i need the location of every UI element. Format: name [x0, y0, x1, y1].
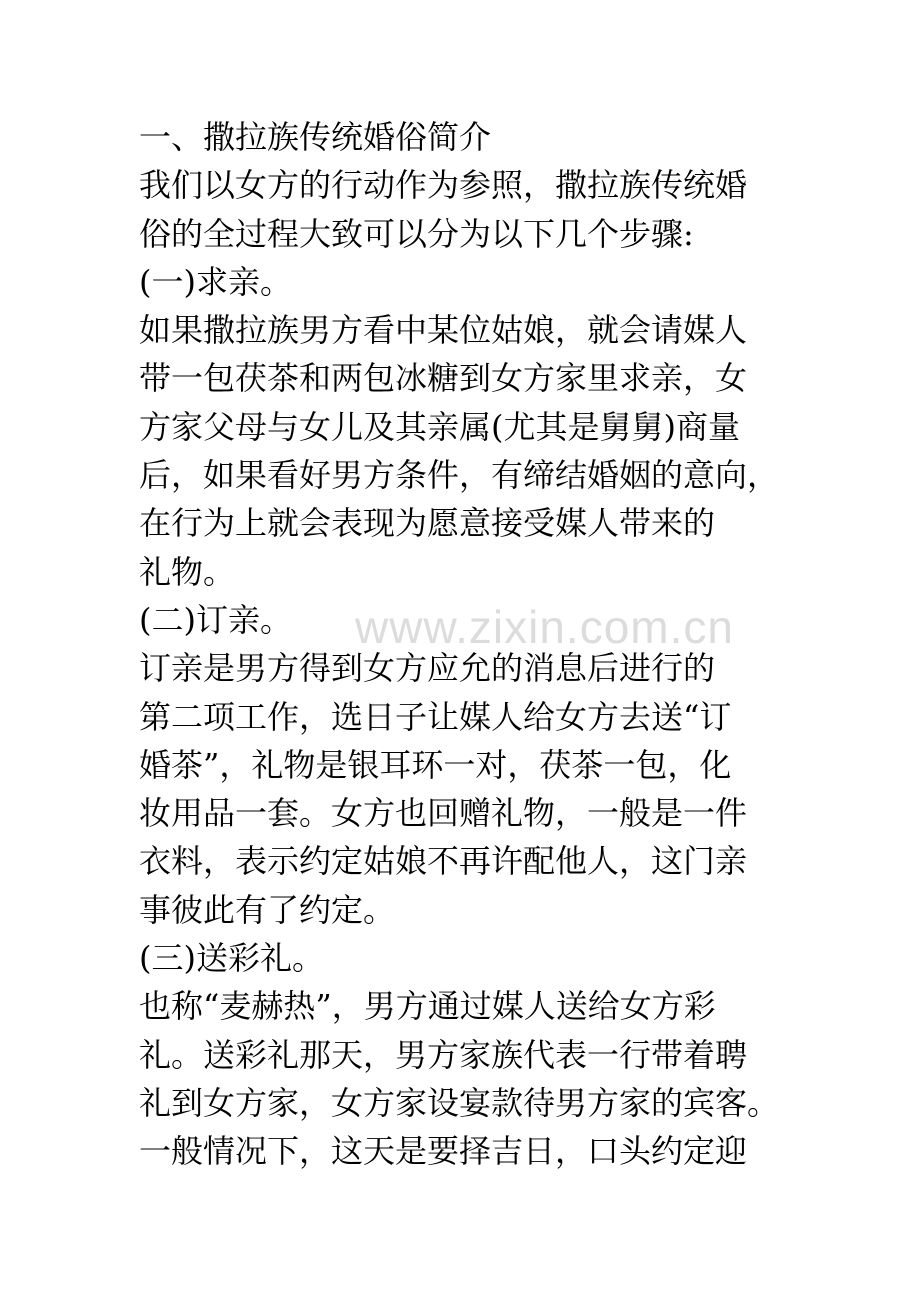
- paragraph-line: 婚茶”，礼物是银耳环一对，茯茶一包，化: [139, 745, 732, 784]
- paragraph-line: 礼。送彩礼那天，男方家族代表一行带着聘: [139, 1035, 748, 1074]
- watermark: www.zixin.com.cn: [355, 601, 734, 653]
- paragraph-line: 事彼此有了约定。: [139, 890, 396, 929]
- paragraph-line: 俗的全过程大致可以分为以下几个步骤:: [139, 214, 694, 253]
- paragraph-line: 一般情况下，这天是要择吉日，口头约定迎: [139, 1132, 748, 1171]
- paragraph-line: 我们以女方的行动作为参照，撒拉族传统婚: [139, 166, 748, 205]
- paragraph-line: 后，如果看好男方条件，有缔结婚姻的意向，: [139, 456, 780, 495]
- subsection-heading: (一)求亲。: [139, 262, 292, 301]
- paragraph-line: 带一包茯茶和两包冰糖到女方家里求亲，女: [139, 359, 748, 398]
- paragraph-line: 第二项工作，选日子让媒人给女方去送“订: [139, 697, 732, 736]
- subsection-heading: (二)订亲。: [139, 600, 292, 639]
- document-body: [139, 113, 789, 1176]
- paragraph-line: 如果撒拉族男方看中某位姑娘，就会请媒人: [139, 311, 748, 350]
- paragraph-line: 妆用品一套。女方也回赠礼物，一般是一件: [139, 794, 748, 833]
- subsection-heading: (三)送彩礼。: [139, 939, 324, 978]
- paragraph-line: 在行为上就会表现为愿意接受媒人带来的: [139, 504, 716, 543]
- paragraph-line: 方家父母与女儿及其亲属(尤其是舅舅)商量: [139, 407, 740, 446]
- paragraph-line: 衣料，表示约定姑娘不再许配他人，这门亲: [139, 842, 748, 881]
- section-heading: 一、撒拉族传统婚俗简介: [139, 118, 492, 156]
- paragraph-line: 订亲是男方得到女方应允的消息后进行的: [139, 649, 716, 688]
- paragraph-line: 礼到女方家，女方家设宴款待男方家的宾客。: [139, 1083, 780, 1122]
- paragraph-line: 礼物。: [139, 552, 236, 591]
- paragraph-line: 也称“麦赫热”，男方通过媒人送给女方彩: [139, 987, 716, 1026]
